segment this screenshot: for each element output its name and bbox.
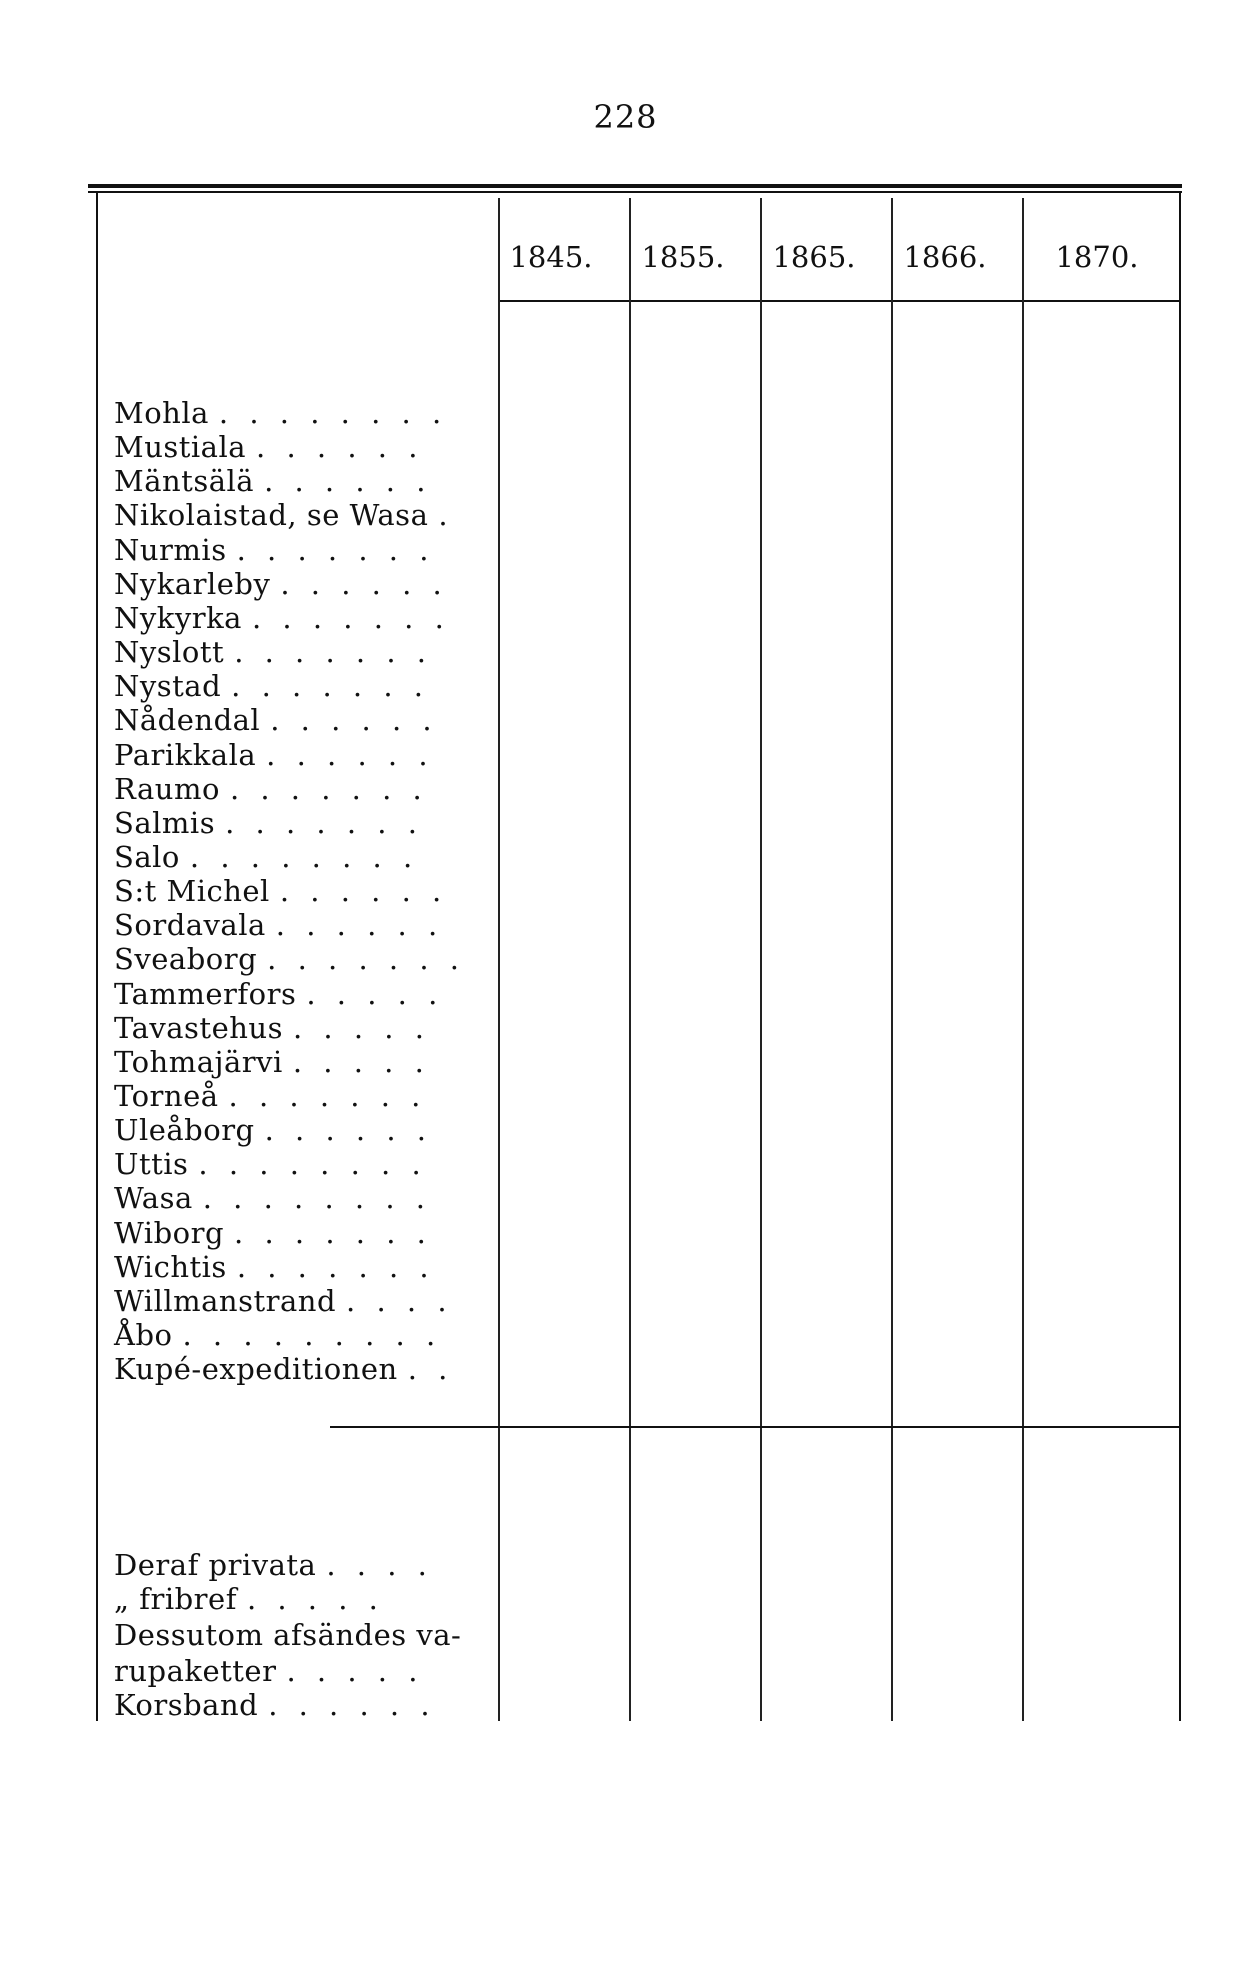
- leader-dots: . . . . . . . . .: [182, 1318, 442, 1352]
- year-1855: 1855.: [641, 240, 725, 274]
- leader-dots: . . . . . . .: [236, 1250, 435, 1284]
- row-label: Raumo: [114, 772, 220, 806]
- row-label: Nystad: [114, 669, 222, 703]
- leader-dots: . . . . . .: [266, 738, 434, 772]
- row-label: Wasa: [114, 1181, 193, 1215]
- column-separator: [891, 198, 893, 1721]
- leader-dots: . . . . . . .: [236, 533, 435, 567]
- row-label: rupaketter: [114, 1654, 277, 1688]
- row-label: Nurmis: [114, 533, 227, 567]
- row-label: Åbo: [114, 1318, 173, 1352]
- row-label: Tammerfors: [114, 977, 297, 1011]
- top-rule-thin: [88, 191, 1182, 193]
- table-left-border: [96, 193, 98, 1721]
- leader-dots: . . . . .: [306, 977, 444, 1011]
- column-separator: [760, 198, 762, 1721]
- row-label: Nådendal: [114, 703, 261, 737]
- row-label: Nykarleby: [114, 567, 271, 601]
- row-label: Mäntsälä: [114, 464, 255, 498]
- row-label: Nikolaistad, se Wasa: [114, 498, 429, 532]
- leader-dots: . . . . . . .: [267, 942, 465, 976]
- leader-dots: . . . . . . .: [228, 1079, 427, 1113]
- leader-dots: . . . . . . .: [225, 806, 423, 840]
- row-label: Nykyrka: [114, 601, 242, 635]
- leader-dots: . . . . . . .: [231, 669, 429, 703]
- row-label: Mustiala: [114, 430, 247, 464]
- row-label: Wichtis: [114, 1250, 227, 1284]
- row-label: Wiborg: [114, 1216, 225, 1250]
- leader-dots: . . . . . .: [270, 703, 438, 737]
- row-label: Nyslott: [114, 635, 225, 669]
- year-1866: 1866.: [903, 240, 987, 274]
- year-1865: 1865.: [772, 240, 856, 274]
- top-rule: [88, 184, 1182, 188]
- leader-dots: . . . . .: [292, 1045, 430, 1079]
- leader-dots: . . . . .: [286, 1654, 424, 1688]
- row-label: Dessutom afsändes va-: [114, 1618, 462, 1652]
- leader-dots: .: [438, 498, 454, 532]
- row-label: Tohmajärvi: [114, 1045, 283, 1079]
- leader-dots: . . . . . . .: [251, 601, 450, 635]
- row-label: Tavastehus: [114, 1011, 283, 1045]
- leader-dots: . .: [407, 1352, 454, 1386]
- leader-dots: . . . . . .: [280, 567, 448, 601]
- row-label: Uttis: [114, 1147, 189, 1181]
- page-number: 228: [593, 98, 658, 136]
- year-1870: 1870.: [1055, 240, 1139, 274]
- leader-dots: . . . . . . . .: [189, 840, 419, 874]
- table-right-border: [1179, 193, 1181, 1721]
- leader-dots: . . . . .: [293, 1011, 430, 1045]
- row-label: Torneå: [114, 1079, 219, 1113]
- leader-dots: . . . .: [326, 1548, 433, 1582]
- row-label: Parikkala: [114, 738, 257, 772]
- leader-dots: . . . . . . . .: [198, 1147, 427, 1181]
- year-1845: 1845.: [509, 240, 593, 274]
- row-label: „ fribref: [114, 1582, 237, 1616]
- leader-dots: . . . . . .: [268, 1688, 436, 1722]
- column-separator: [498, 198, 500, 1721]
- leader-dots: . . . . . . . .: [202, 1181, 432, 1215]
- leader-dots: . . . . .: [246, 1582, 384, 1616]
- leader-dots: . . . . . .: [264, 464, 432, 498]
- leader-dots: . . . . . .: [256, 430, 424, 464]
- row-label: Deraf privata: [114, 1548, 317, 1582]
- leader-dots: . . . . . . . .: [218, 396, 448, 430]
- leader-dots: . . . . . . .: [234, 635, 433, 669]
- header-underline: [500, 300, 1179, 302]
- row-label: S:t Michel: [114, 874, 270, 908]
- leader-dots: . . . . . .: [264, 1113, 433, 1147]
- row-label: Salo: [114, 840, 180, 874]
- row-label: Kupé-expeditionen: [114, 1352, 398, 1386]
- column-separator: [1022, 198, 1024, 1721]
- row-label: Uleåborg: [114, 1113, 255, 1147]
- row-label: Sordavala: [114, 908, 266, 942]
- column-separator: [629, 198, 631, 1721]
- leader-dots: . . . . . . .: [234, 1216, 432, 1250]
- row-label: Korsband: [114, 1688, 259, 1722]
- row-label: Mohla: [114, 396, 209, 430]
- leader-dots: . . . . . .: [275, 908, 444, 942]
- leader-dots: . . . . . .: [279, 874, 448, 908]
- leader-dots: . . . .: [346, 1284, 453, 1318]
- row-label: Willmanstrand: [114, 1284, 337, 1318]
- leader-dots: . . . . . . .: [229, 772, 428, 806]
- summa-rule: [330, 1426, 1179, 1428]
- row-label: Sveaborg: [114, 942, 258, 976]
- row-label: Salmis: [114, 806, 216, 840]
